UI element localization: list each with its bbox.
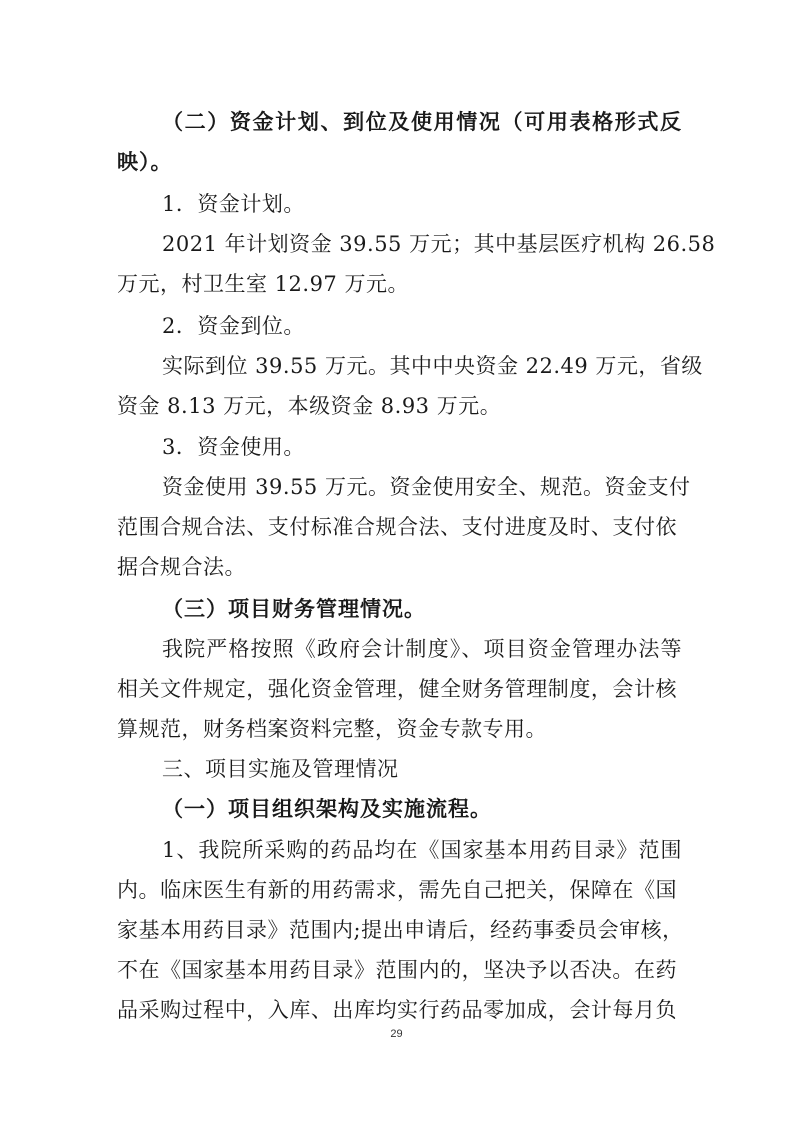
chapter-heading-implementation: 三、项目实施及管理情况 xyxy=(162,757,399,781)
paragraph-line: 据合规合法。 xyxy=(117,555,246,579)
subheading-fund-plan: 1．资金计划。 xyxy=(162,192,305,216)
paragraph-line: 1、我院所采购的药品均在《国家基本用药目录》范围 xyxy=(162,838,682,862)
paragraph-line: 实际到位 39.55 万元。其中中央资金 22.49 万元，省级 xyxy=(162,354,703,378)
paragraph-line: 万元，村卫生室 12.97 万元。 xyxy=(117,272,409,296)
paragraph-line: 范围合规合法、支付标准合规合法、支付进度及时、支付依 xyxy=(117,515,677,539)
subheading-fund-arrival: 2．资金到位。 xyxy=(162,314,305,338)
paragraph-line: 相关文件规定，强化资金管理，健全财务管理制度，会计核 xyxy=(117,677,677,701)
paragraph-line: 家基本用药目录》范围内;提出申请后，经药事委员会审核， xyxy=(117,918,684,942)
paragraph-line: 我院严格按照《政府会计制度》、项目资金管理办法等 xyxy=(162,637,682,661)
subheading-fund-use: 3．资金使用。 xyxy=(162,435,305,459)
paragraph-line: 品采购过程中，入库、出库均实行药品零加成，会计每月负 xyxy=(117,998,677,1022)
paragraph-line: 2021 年计划资金 39.55 万元；其中基层医疗机构 26.58 xyxy=(162,232,716,256)
page-number: 29 xyxy=(390,1028,403,1040)
section-heading-organization: （一）项目组织架构及实施流程。 xyxy=(162,797,492,821)
section-heading-funds-cont: 映）。 xyxy=(117,150,173,174)
section-heading-finance: （三）项目财务管理情况。 xyxy=(162,597,426,621)
section-heading-funds: （二）资金计划、到位及使用情况（可用表格形式反 xyxy=(162,110,682,134)
paragraph-line: 内。临床医生有新的用药需求，需先自己把关，保障在《国 xyxy=(117,878,677,902)
paragraph-line: 资金使用 39.55 万元。资金使用安全、规范。资金支付 xyxy=(162,475,691,499)
paragraph-line: 资金 8.13 万元，本级资金 8.93 万元。 xyxy=(117,394,502,418)
paragraph-line: 不在《国家基本用药目录》范围内的，坚决予以否决。在药 xyxy=(117,958,677,982)
paragraph-line: 算规范，财务档案资料完整，资金专款专用。 xyxy=(117,717,547,741)
